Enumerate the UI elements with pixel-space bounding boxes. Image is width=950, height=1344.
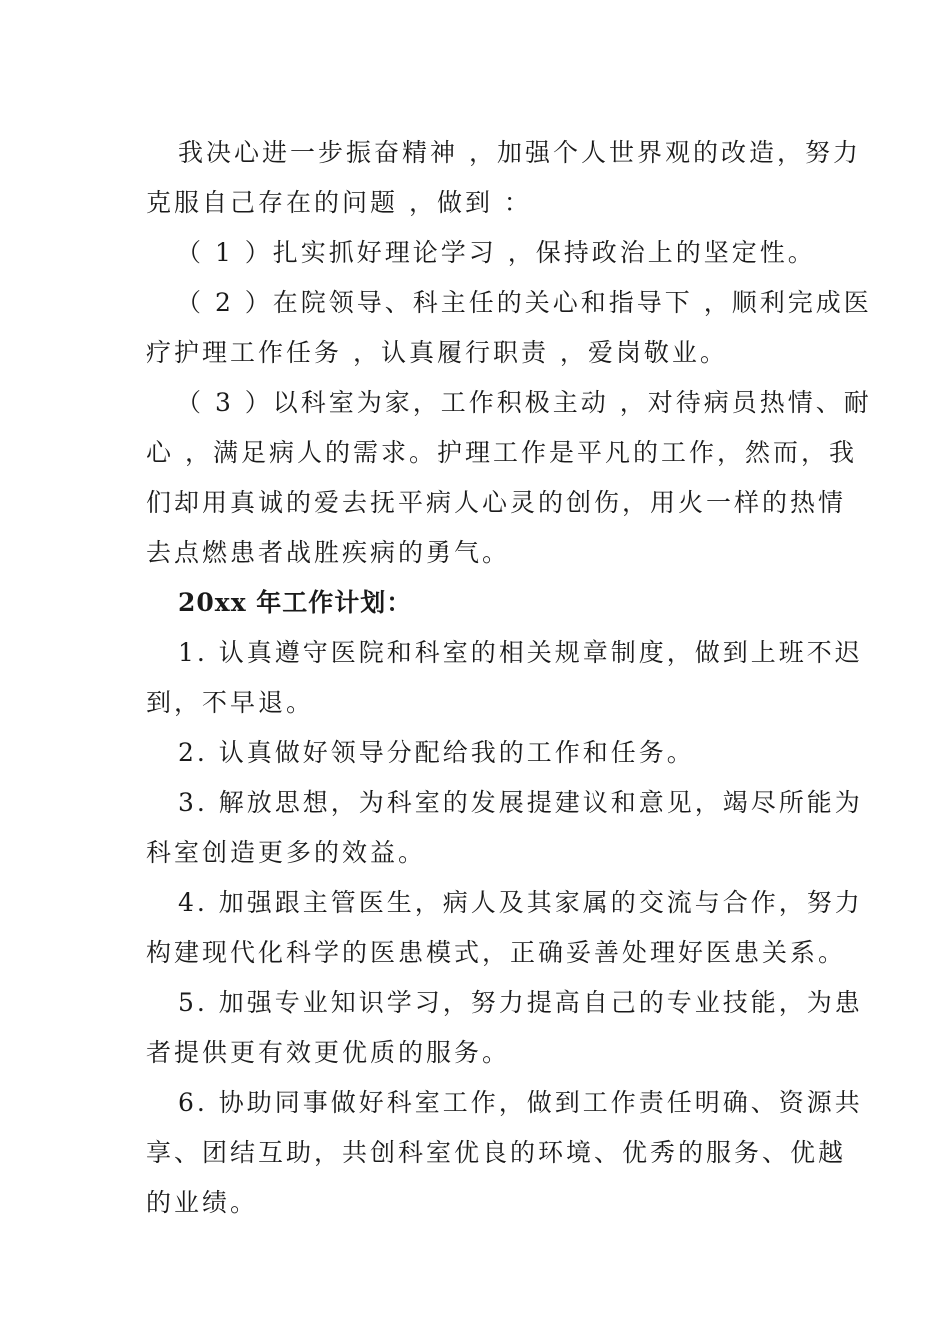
- plan-6-line-3: 的业绩。: [146, 1188, 259, 1217]
- plan-4-line-1: 4. 加强跟主管医生，病人及其家属的交流与合作，努力: [178, 888, 863, 917]
- plan-2-line: 2. 认真做好领导分配给我的工作和任务。: [178, 738, 695, 767]
- item-2-line-2: 疗护理工作任务 ，认真履行职责 ，爱岗敬业。: [146, 338, 728, 367]
- item-3-line-4: 去点燃患者战胜疾病的勇气。: [146, 538, 511, 567]
- plan-4-line-2: 构建现代化科学的医患模式，正确妥善处理好医患关系。: [146, 938, 847, 967]
- plan-heading: 20xx 年工作计划：: [178, 588, 413, 617]
- resolve-line-1: 我决心进一步振奋精神 ，加强个人世界观的改造，努力: [178, 138, 861, 167]
- item-3-line-1: （ 3 ）以科室为家，工作积极主动 ，对待病员热情、耐: [176, 388, 872, 417]
- item-2-line-1: （ 2 ）在院领导、科主任的关心和指导下 ，顺利完成医: [176, 288, 872, 317]
- resolve-line-2: 克服自己存在的问题 ，做到 ：: [146, 188, 532, 217]
- item-1-line: （ 1 ）扎实抓好理论学习 ，保持政治上的坚定性。: [176, 238, 816, 267]
- plan-6-line-2: 享、团结互助，共创科室优良的环境、优秀的服务、优越: [146, 1138, 847, 1167]
- plan-6-line-1: 6. 协助同事做好科室工作，做到工作责任明确、资源共: [178, 1088, 863, 1117]
- plan-5-line-1: 5. 加强专业知识学习，努力提高自己的专业技能，为患: [178, 988, 863, 1017]
- plan-3-line-1: 3. 解放思想，为科室的发展提建议和意见，竭尽所能为: [178, 788, 863, 817]
- item-3-line-2: 心 ，满足病人的需求。护理工作是平凡的工作，然而，我: [146, 438, 857, 467]
- plan-1-line-2: 到，不早退。: [146, 688, 315, 717]
- plan-1-line-1: 1. 认真遵守医院和科室的相关规章制度，做到上班不迟: [178, 638, 863, 667]
- item-3-line-3: 们却用真诚的爱去抚平病人心灵的创伤，用火一样的热情: [146, 488, 847, 517]
- plan-5-line-2: 者提供更有效更优质的服务。: [146, 1038, 511, 1067]
- plan-3-line-2: 科室创造更多的效益。: [146, 838, 427, 867]
